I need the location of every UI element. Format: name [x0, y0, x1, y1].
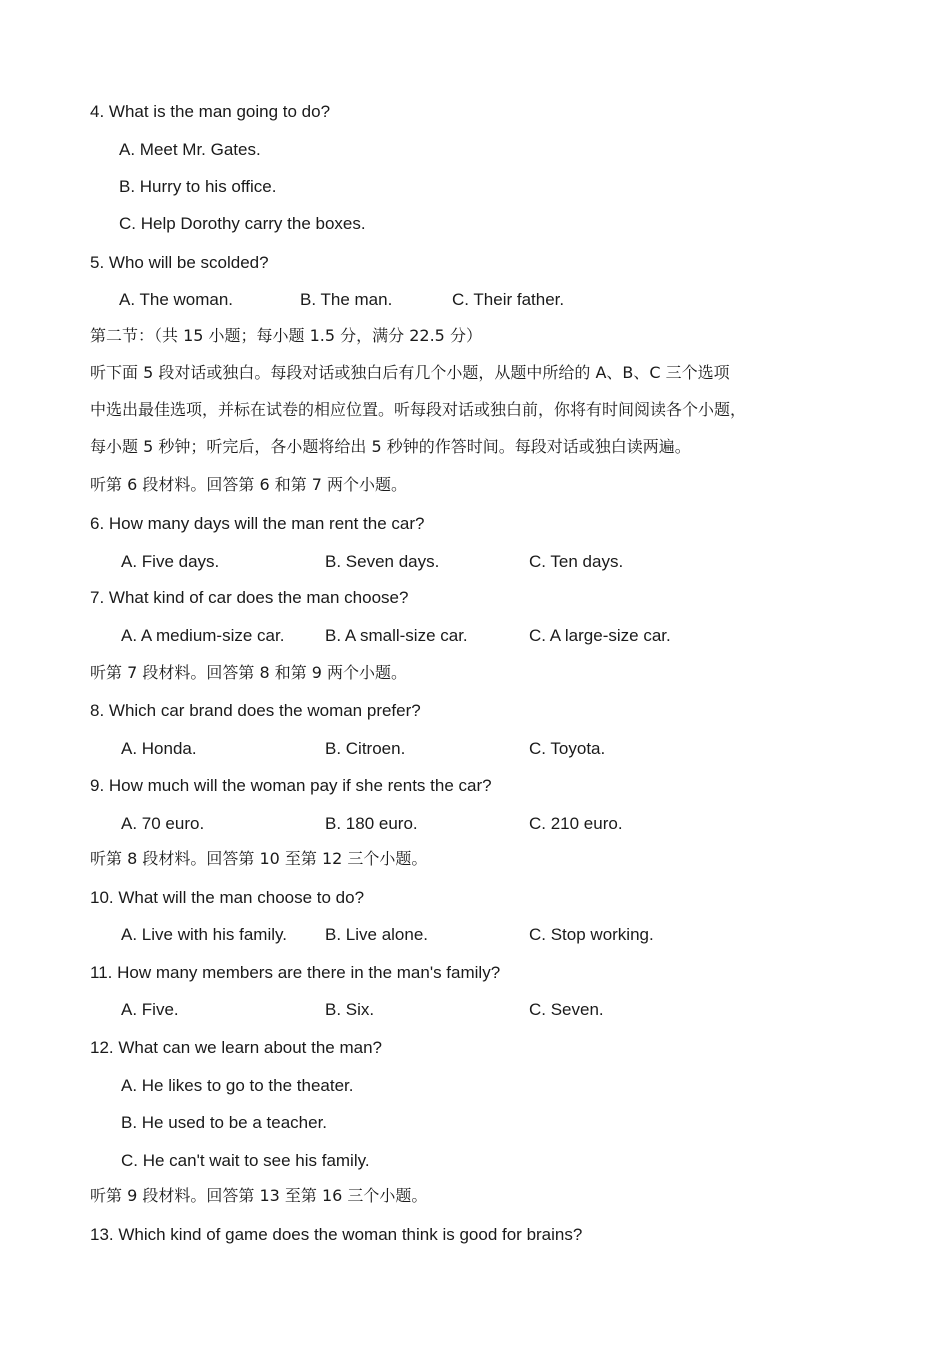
question-6-option-a: A. Five days. [121, 552, 220, 571]
question-4-stem: 4. What is the man going to do? [90, 102, 331, 121]
section-2-instruction-1: 听下面 5 段对话或独白。每段对话或独白后有几个小题，从题中所给的 A、B、C 三个选项 [90, 363, 730, 382]
question-7-option-a: A. A medium-size car. [121, 626, 285, 645]
question-10-option-c: C. Stop working. [529, 925, 654, 944]
question-4-option-a: A. Meet Mr. Gates. [119, 140, 261, 159]
question-6-stem: 6. How many days will the man rent the car? [90, 514, 425, 533]
material-9-heading: 听第 9 段材料。回答第 13 至第 16 三个小题。 [90, 1186, 428, 1205]
question-10-option-b: B. Live alone. [325, 925, 429, 944]
material-7-heading: 听第 7 段材料。回答第 8 和第 9 两个小题。 [90, 663, 408, 682]
question-9-option-a: A. 70 euro. [121, 814, 205, 833]
question-9-option-b: B. 180 euro. [325, 814, 418, 833]
question-9-stem: 9. How much will the woman pay if she rents the car? [90, 776, 492, 795]
material-6-heading: 听第 6 段材料。回答第 6 和第 7 两个小题。 [90, 475, 408, 494]
question-5-option-a: A. The woman. [119, 290, 234, 309]
question-8-stem: 8. Which car brand does the woman prefer? [90, 701, 421, 720]
question-11-stem: 11. How many members are there in the man's family? [90, 963, 501, 982]
question-10-stem: 10. What will the man choose to do? [90, 888, 365, 907]
question-8-option-b: B. Citroen. [325, 739, 406, 758]
question-5-option-c: C. Their father. [452, 290, 565, 309]
question-8-option-c: C. Toyota. [529, 739, 606, 758]
question-5-stem: 5. Who will be scolded? [90, 253, 269, 272]
question-12-option-c: C. He can't wait to see his family. [121, 1151, 370, 1170]
question-7-stem: 7. What kind of car does the man choose? [90, 588, 409, 607]
question-6-option-b: B. Seven days. [325, 552, 440, 571]
section-2-instruction-3: 每小题 5 秒钟；听完后，各小题将给出 5 秒钟的作答时间。每段对话或独白读两遍。 [90, 437, 691, 456]
question-11-option-a: A. Five. [121, 1000, 179, 1019]
question-4-option-b: B. Hurry to his office. [119, 177, 277, 196]
question-11-option-b: B. Six. [325, 1000, 375, 1019]
question-10-option-a: A. Live with his family. [121, 925, 287, 944]
question-7-option-b: B. A small-size car. [325, 626, 468, 645]
question-12-option-a: A. He likes to go to the theater. [121, 1076, 354, 1095]
question-13-stem: 13. Which kind of game does the woman think is good for brains? [90, 1225, 583, 1244]
section-2-heading: 第二节：（共 15 小题；每小题 1.5 分，满分 22.5 分） [90, 326, 482, 345]
question-7-option-c: C. A large-size car. [529, 626, 671, 645]
question-9-option-c: C. 210 euro. [529, 814, 623, 833]
question-8-option-a: A. Honda. [121, 739, 197, 758]
material-8-heading: 听第 8 段材料。回答第 10 至第 12 三个小题。 [90, 849, 428, 868]
question-11-option-c: C. Seven. [529, 1000, 604, 1019]
question-6-option-c: C. Ten days. [529, 552, 624, 571]
question-12-option-b: B. He used to be a teacher. [121, 1113, 328, 1132]
question-12-stem: 12. What can we learn about the man? [90, 1038, 383, 1057]
question-5-option-b: B. The man. [300, 290, 393, 309]
question-4-option-c: C. Help Dorothy carry the boxes. [119, 214, 366, 233]
section-2-instruction-2: 中选出最佳选项，并标在试卷的相应位置。听每段对话或独白前，你将有时间阅读各个小题， [90, 400, 747, 419]
